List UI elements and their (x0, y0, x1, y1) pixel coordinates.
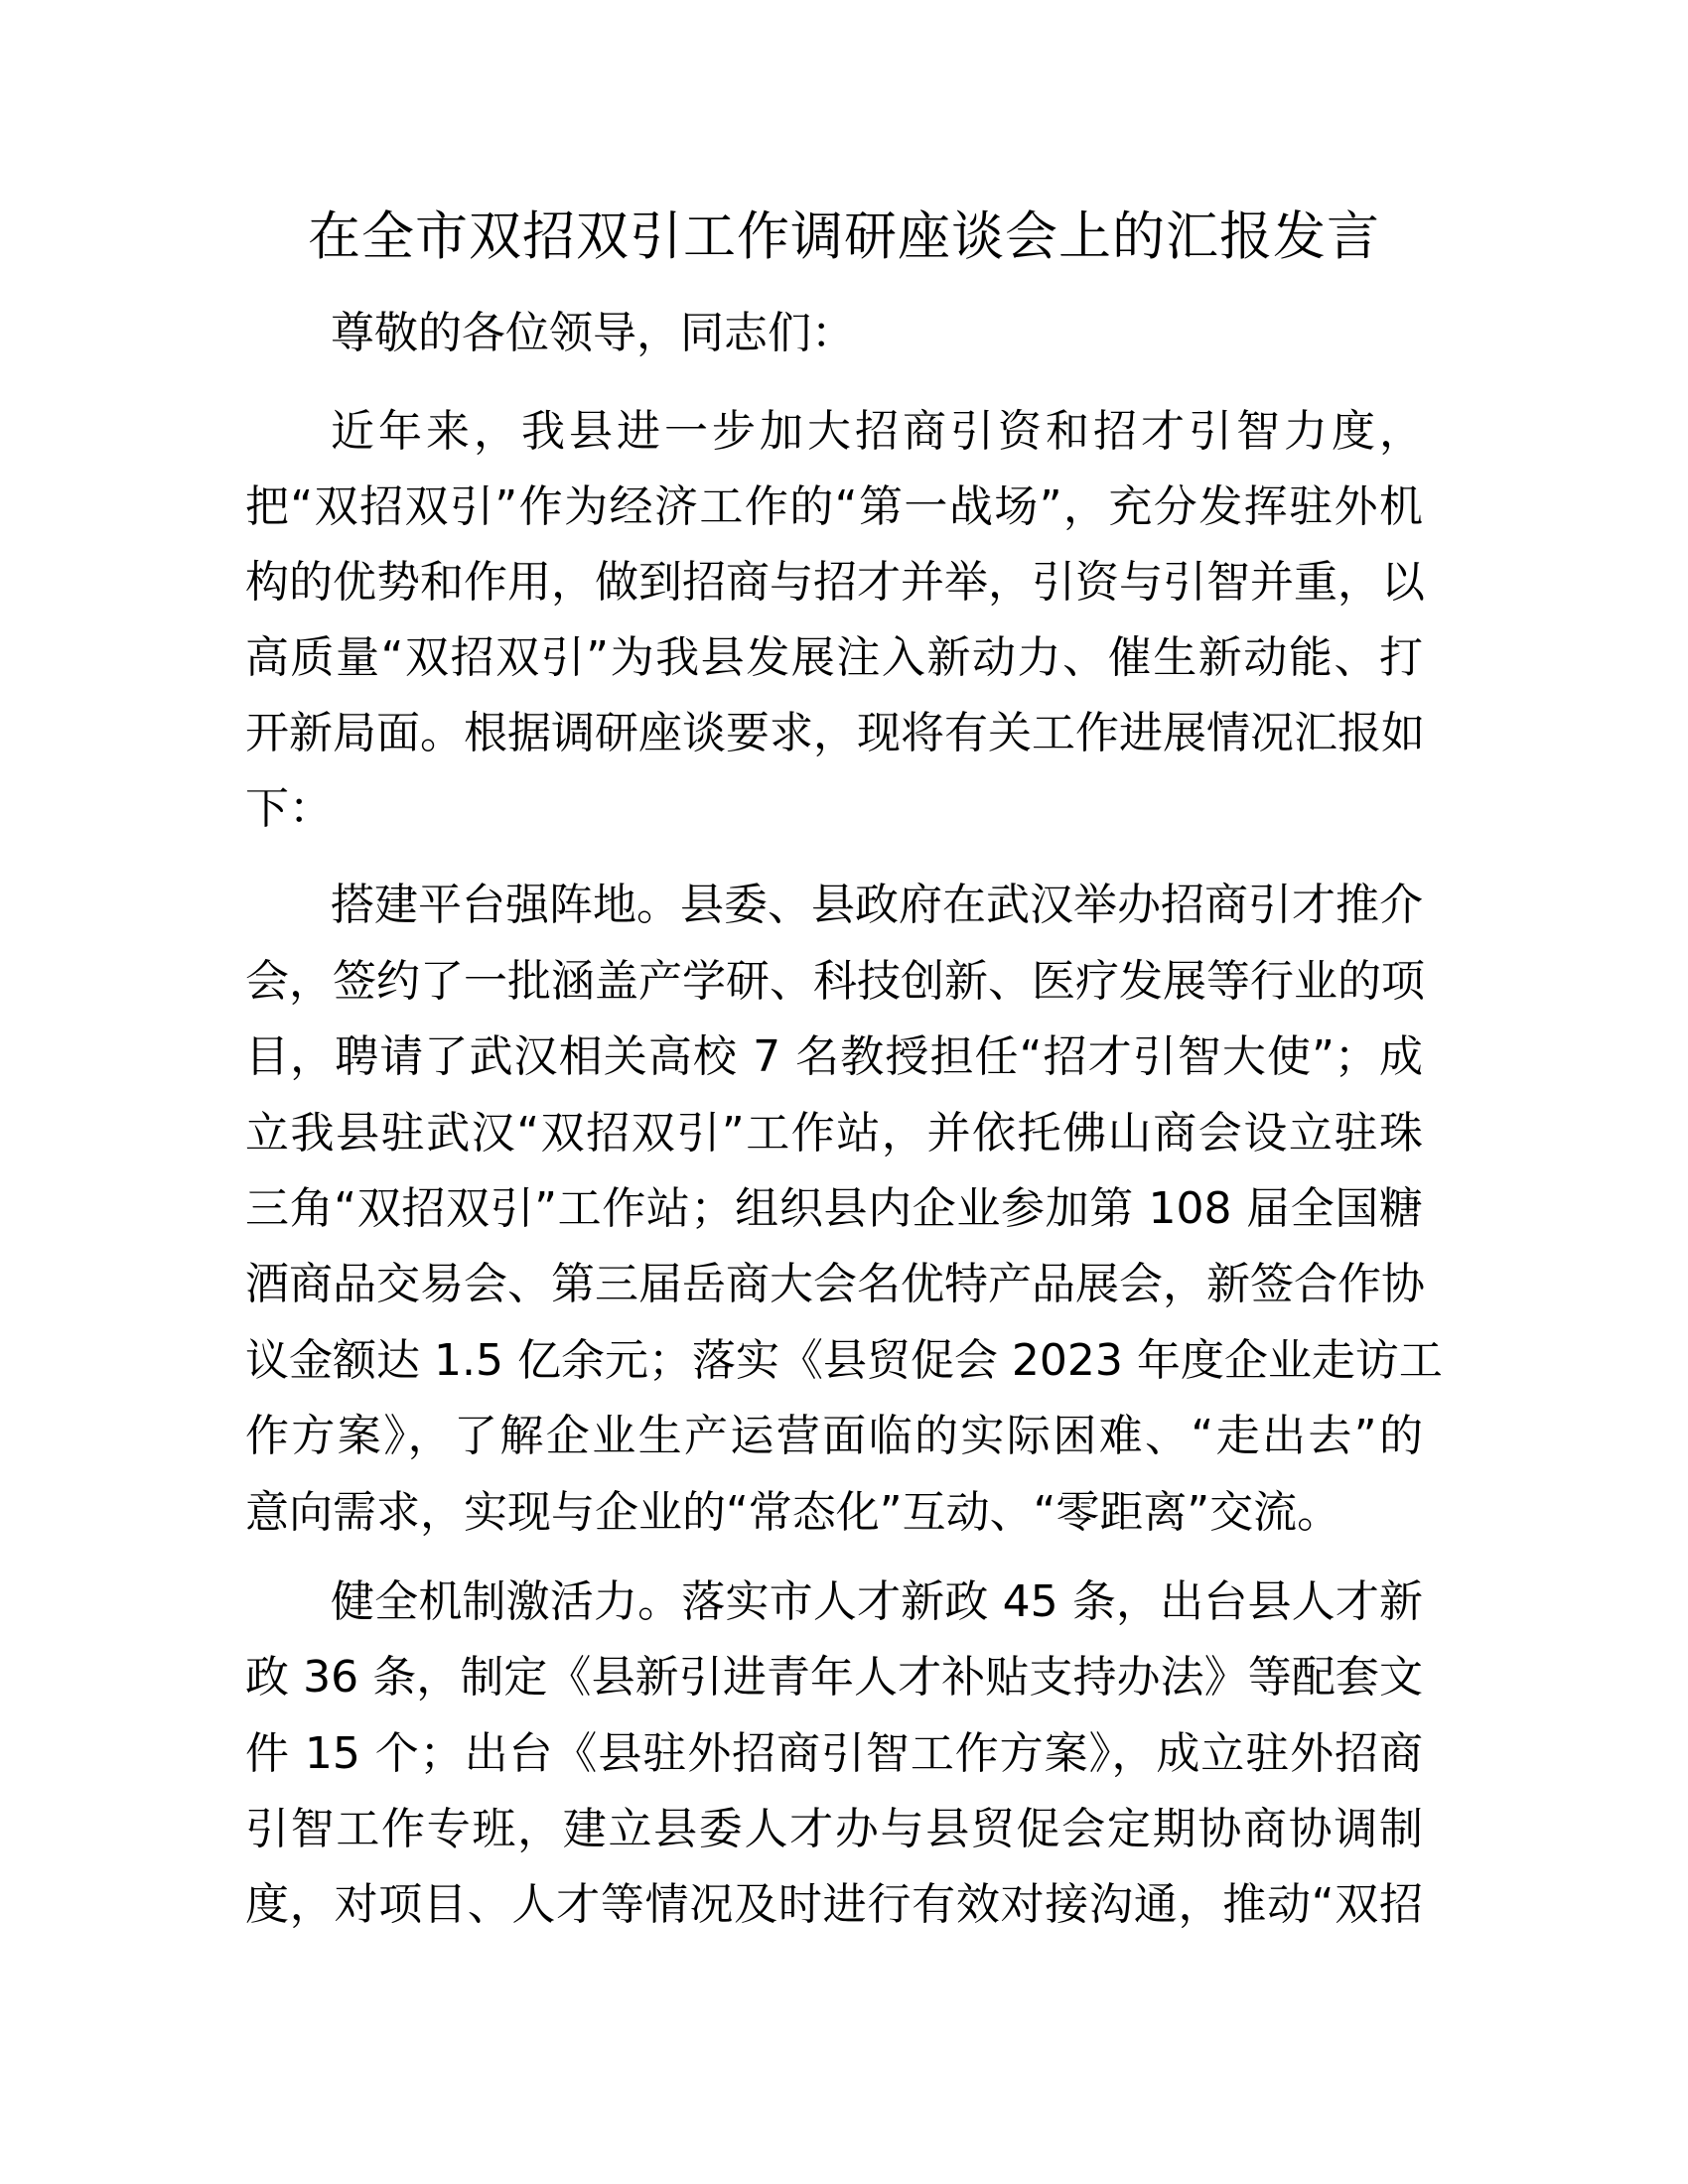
paragraph-line: 政 36 条，制定《县新引进青年人才补贴支持办法》等配套文 (245, 1652, 1423, 1703)
paragraph-line: 搭建平台强阵地。县委、县政府在武汉举办招商引才推介 (331, 880, 1423, 930)
paragraph-line: 高质量“双招双引”为我县发展注入新动力、催生新动能、打 (245, 632, 1423, 683)
paragraph-line: 构的优势和作用，做到招商与招才并举，引资与引智并重，以 (245, 557, 1425, 608)
paragraph-line: 健全机制激活力。落实市人才新政 45 条，出台县人才新 (331, 1576, 1423, 1627)
paragraph-line: 立我县驻武汉“双招双引”工作站，并依托佛山商会设立驻珠 (245, 1108, 1423, 1159)
paragraph-line: 近年来，我县进一步加大招商引资和招才引智力度， (331, 406, 1423, 457)
paragraph-line: 会，签约了一批涵盖产学研、科技创新、医疗发展等行业的项 (245, 956, 1425, 1007)
paragraph-line: 开新局面。根据调研座谈要求，现将有关工作进展情况汇报如 (245, 708, 1425, 758)
paragraph-line: 酒商品交易会、第三届岳商大会名优特产品展会，新签合作协 (245, 1259, 1425, 1309)
paragraph-line: 目，聘请了武汉相关高校 7 名教授担任“招才引智大使”；成 (245, 1031, 1423, 1082)
paragraph-line: 三角“双招双引”工作站；组织县内企业参加第 108 届全国糖 (245, 1183, 1423, 1234)
paragraph-line: 意向需求，实现与企业的“常态化”互动、“零距离”交流。 (245, 1487, 1341, 1538)
paragraph-line: 引智工作专班，建立县委人才办与县贸促会定期协商协调制 (245, 1804, 1423, 1854)
salutation: 尊敬的各位领导，同志们： (331, 308, 855, 358)
paragraph-line: 件 15 个；出台《县驻外招商引智工作方案》，成立驻外招商 (245, 1728, 1423, 1779)
paragraph-line: 把“双招双引”作为经济工作的“第一战场”，充分发挥驻外机 (245, 481, 1423, 532)
paragraph-line: 议金额达 1.5 亿余元；落实《县贸促会 2023 年度企业走访工 (245, 1335, 1443, 1386)
paragraph-line: 度，对项目、人才等情况及时进行有效对接沟通，推动“双招 (245, 1879, 1423, 1930)
document-title: 在全市双招双引工作调研座谈会上的汇报发言 (308, 206, 1380, 267)
paragraph-line: 下： (245, 783, 333, 834)
paragraph-line: 作方案》，了解企业生产运营面临的实际困难、“走出去”的 (245, 1411, 1423, 1461)
